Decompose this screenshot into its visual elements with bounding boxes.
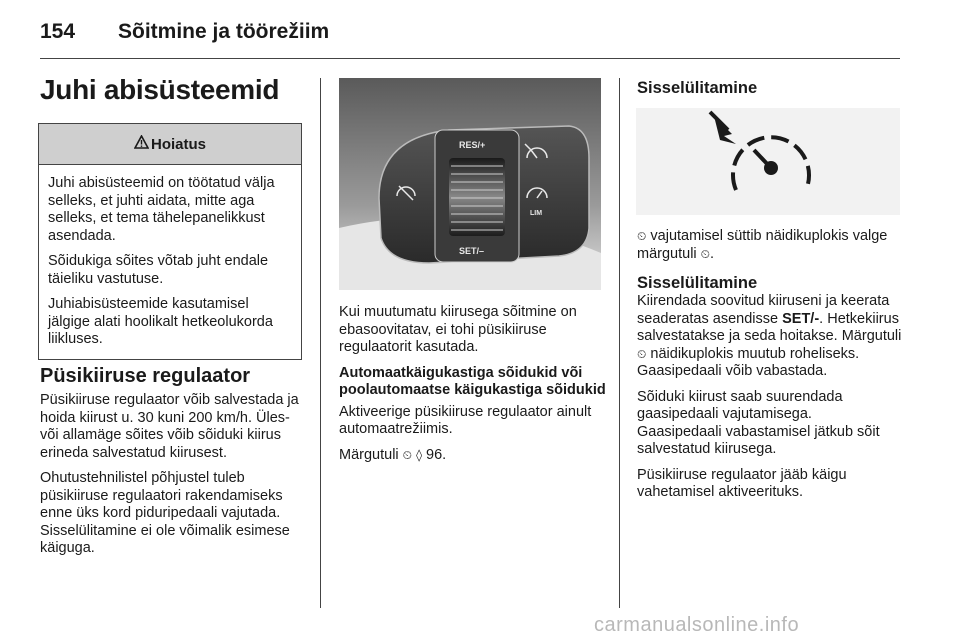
res-plus-label: RES/+ [459, 140, 486, 150]
paragraph: Kui muutumatu kiirusega sõitmine on ebasoovitatav, ei tohi püsikiiruse regulaatorit kasutada. [339, 304, 577, 355]
middle-text [339, 304, 607, 472]
text: vajutamisel süttib näidikuplokis valge märgutuli [637, 228, 888, 262]
steering-wheel-cruise-buttons-photo [339, 78, 601, 290]
lim-label: LIM [530, 210, 543, 217]
warning-box [38, 123, 302, 360]
chapter-title: Sõitmine ja töörežiim [118, 20, 330, 43]
warning-text: Juhi abisüsteemid on töötatud välja selleks, et juhti aidata, mitte aga selleks, et tema tähelepanelikkust asendada. [48, 175, 275, 244]
paragraph [637, 228, 903, 263]
text: . Hetkekiirus salvestatakse ja seda hoitakse. Märgutuli [637, 310, 902, 344]
warning-body [39, 165, 301, 359]
page-header [40, 20, 329, 44]
section-title-cruise-control: Püsikiiruse regulaator [40, 365, 251, 387]
column-divider-1 [320, 78, 321, 608]
set-minus-text: SET/- [782, 310, 820, 327]
cruise-indicator-icon: ⏲ [637, 346, 647, 361]
cruise-indicator-icon: ⏲ [700, 246, 711, 261]
warning-triangle-icon [134, 135, 149, 153]
paragraph: Sisselülitamine ei ole võimalik esimese käiguga. [40, 522, 290, 556]
subsection-title-switch-on: Sisselülitamine [637, 274, 758, 292]
cruise-control-button-illustration [636, 108, 900, 215]
automatic-transmission-subtitle: Automaatkäigukastiga sõidukid või poolautomaatse käigukastiga sõidukid [339, 364, 606, 398]
section-title-driver-assist: Juhi abisüsteemid [40, 74, 280, 105]
paragraph: Sõiduki kiirust saab suurendada gaasipedaali vajutamisega. [637, 388, 843, 422]
text: näidikuplokis muutub roheliseks. Gaasipedaali võib vabastada. [637, 345, 860, 379]
paragraph: Ohutustehnilistel põhjustel tuleb püsikiiruse regulaatori rakendamiseks enne üks kord piduripedaali vajutada. [40, 470, 283, 521]
speedometer-press-icon [710, 112, 809, 190]
cruise-indicator-icon: ⏲ [402, 447, 413, 462]
reference-page: 96. [426, 446, 447, 463]
reference-arrow-icon: ◊ [416, 447, 423, 462]
right-column-top [637, 78, 903, 98]
text: . [710, 245, 715, 262]
set-minus-label: SET/– [459, 246, 485, 256]
reference-line [339, 447, 607, 465]
paragraph: Gaasipedaali vabastamisel jätkub sõit salvestatud kiirusega. [637, 423, 880, 457]
column-divider-2 [619, 78, 620, 608]
warning-text: Sõidukiga sõites võtab juht endale täieliku vastutuse. [48, 253, 269, 287]
warning-heading [39, 124, 301, 165]
cruise-indicator-icon: ⏲ [637, 229, 647, 243]
reference-text: Märgutuli [339, 446, 399, 463]
page-number: 154 [40, 20, 76, 43]
paragraph [637, 293, 903, 381]
subsection-title-switch-on: Sisselülitamine [637, 79, 758, 97]
paragraph: Püsikiiruse regulaator jääb käigu vahetamisel aktiveerituks. [637, 466, 847, 500]
paragraph: Püsikiiruse regulaator võib salvestada ja hoida kiirust u. 30 kuni 200 km/h. Üles- või allamäge sõites võib sõiduki kiirus erineda salvestatud kiirusest. [40, 392, 299, 461]
warning-heading-text: Hoiatus [150, 135, 206, 153]
text: Kiirendada soovitud kiiruseni ja keerata seaderatas asendisse [637, 293, 890, 327]
cruise-control-intro [40, 364, 304, 566]
watermark-brand: carmanualsonline.info [594, 614, 800, 636]
header-rule [40, 58, 900, 59]
paragraph: Aktiveerige püsikiiruse regulaator ainult automaatrežiimis. [339, 403, 592, 437]
warning-text: Juhiabisüsteemide kasutamisel jälgige alati hoolikalt hetkeolukorda liikluses. [48, 296, 273, 347]
right-column-text [637, 228, 903, 510]
